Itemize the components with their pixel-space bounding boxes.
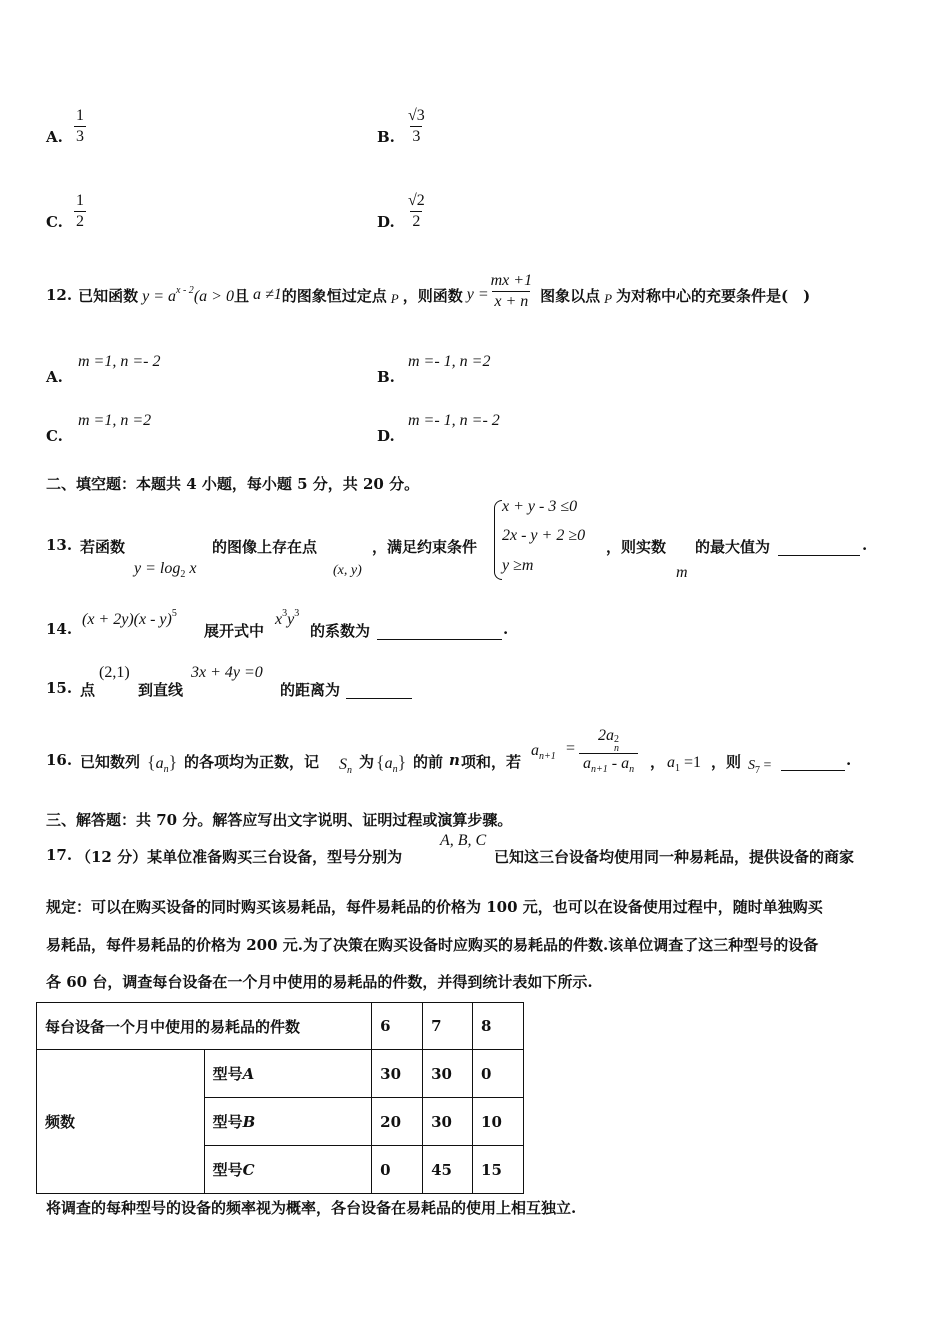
den-sub-2: n bbox=[629, 764, 635, 775]
q16-number: 16. bbox=[46, 751, 73, 769]
q15-text-2: 到直线 bbox=[138, 681, 184, 699]
q17-number: 17. bbox=[46, 846, 73, 864]
table-cell: 30 bbox=[372, 1050, 423, 1098]
prefix: 型号 bbox=[212, 1065, 243, 1083]
table-cell: 10 bbox=[473, 1098, 524, 1146]
q13-text-2: 的图像上存在点 bbox=[212, 538, 318, 556]
q12-text-6: 为对称中心的充要条件是( ) bbox=[616, 286, 811, 305]
table-header-row bbox=[37, 1003, 524, 1050]
q13-constraint-3: y ≥m bbox=[502, 557, 534, 574]
table-cell: 15 bbox=[473, 1146, 524, 1194]
q16-sequence-set: $\{a_n\}$ bbox=[147, 752, 178, 775]
q14-text-1: 展开式中 bbox=[204, 622, 265, 640]
q13-function bbox=[134, 560, 196, 580]
q12-text-5: 图象以点 bbox=[540, 286, 601, 305]
denominator: 3 bbox=[76, 128, 84, 145]
numerator: 1 bbox=[76, 192, 84, 209]
table-row-label-c bbox=[204, 1146, 372, 1194]
numerator: mx +1 bbox=[490, 271, 533, 289]
table-cell: 0 bbox=[372, 1146, 423, 1194]
exp-y: 3 bbox=[294, 608, 300, 619]
q16-sequence-set-2: $\{a_n\}$ bbox=[376, 752, 407, 775]
q16-text-4: 的前 bbox=[413, 753, 444, 771]
q16-text-1: 已知数列 bbox=[80, 753, 141, 771]
q17-models: A, B, C bbox=[440, 832, 487, 849]
table-col-6: 6 bbox=[372, 1003, 423, 1050]
denominator: 2 bbox=[76, 213, 84, 230]
func-exponent: x - 2 bbox=[176, 284, 194, 296]
table-cell: 20 bbox=[372, 1098, 423, 1146]
num-sup: 2 bbox=[614, 734, 620, 745]
a: a bbox=[155, 755, 164, 772]
q16-answer-blank[interactable] bbox=[781, 753, 845, 772]
sub: n+1 bbox=[539, 751, 556, 762]
numerator: 1 bbox=[76, 107, 84, 124]
q12-option-a-label: A. bbox=[46, 368, 63, 386]
q15-text-3: 的距离为 bbox=[280, 681, 341, 699]
q17-text-1: （12 分）某单位准备购买三台设备，型号分别为 bbox=[76, 848, 403, 866]
numerator bbox=[596, 726, 621, 753]
q14-expression bbox=[82, 608, 177, 629]
q16-initial-term bbox=[667, 754, 701, 774]
q11-option-b-fraction bbox=[406, 106, 427, 147]
q13-text-1: 若函数 bbox=[80, 538, 126, 556]
exp-x: 3 bbox=[282, 608, 288, 619]
func-condition: (a > 0 bbox=[193, 287, 234, 305]
q11-option-c-label: C. bbox=[46, 213, 63, 231]
q15-number: 15. bbox=[46, 679, 73, 697]
q12-option-c-label: C. bbox=[46, 427, 63, 445]
eq: = bbox=[763, 758, 772, 773]
q15-point: (2,1) bbox=[99, 664, 130, 681]
q16-equals: = bbox=[566, 740, 576, 757]
table-header-label: 每台设备一个月中使用的易耗品的件数 bbox=[37, 1003, 372, 1050]
numerator: √3 bbox=[408, 107, 425, 124]
table-row-label-a bbox=[204, 1050, 372, 1098]
q16-recurrence-lhs bbox=[531, 742, 556, 762]
q12-stem bbox=[46, 270, 810, 320]
q12-option-d-label: D. bbox=[377, 427, 395, 445]
term-y: y bbox=[287, 611, 295, 628]
q17-line-3: 易耗品，每件易耗品的价格为 200 元.为了决策在购买设备时应购买的易耗品的件数.该单位调查了这三种型号的设备 bbox=[46, 936, 819, 954]
q12-condition-2: a ≠1 bbox=[252, 286, 282, 303]
q15-answer-blank[interactable] bbox=[346, 681, 412, 700]
q13-text-5: 的最大值为 bbox=[695, 538, 771, 556]
q16-text-2: 的各项均为正数，记 bbox=[184, 753, 320, 771]
q11-option-a-fraction bbox=[74, 106, 86, 147]
table-row-label-b bbox=[204, 1098, 372, 1146]
sub: 7 bbox=[755, 765, 760, 776]
table-group-label: 频数 bbox=[37, 1050, 205, 1194]
S: S bbox=[339, 756, 347, 773]
q13-var-m: m bbox=[676, 564, 688, 581]
section-3-heading: 三、解答题：共 70 分。解答应写出文字说明、证明过程或演算步骤。 bbox=[46, 811, 513, 829]
q17-text-2: 已知这三台设备均使用同一种易耗品，提供设备的商家 bbox=[494, 848, 855, 866]
q13-point: (x, y) bbox=[333, 563, 362, 578]
sub: n bbox=[392, 764, 398, 775]
func: y = log bbox=[134, 560, 181, 577]
table-cell: 0 bbox=[473, 1050, 524, 1098]
sub: n bbox=[347, 765, 352, 776]
a: a bbox=[531, 742, 539, 759]
q12-text-3: 的图象恒过定点 bbox=[281, 286, 387, 305]
q12-option-d-text: m =- 1, n =- 2 bbox=[408, 412, 500, 429]
q14-answer-blank[interactable] bbox=[377, 622, 502, 641]
model: A bbox=[242, 1065, 255, 1083]
model: B bbox=[242, 1113, 256, 1131]
q12-option-c-text: m =1, n =2 bbox=[78, 412, 152, 429]
table-col-8: 8 bbox=[473, 1003, 524, 1050]
table-cell: 30 bbox=[423, 1098, 473, 1146]
q13-constraint-1: x + y - 3 ≤0 bbox=[502, 498, 578, 515]
q11-option-d-fraction bbox=[406, 191, 427, 232]
q16-text-3: 为 bbox=[359, 753, 375, 771]
func-var: x bbox=[189, 560, 197, 577]
q14-text-2: 的系数为 bbox=[310, 622, 371, 640]
q12-option-b-text: m =- 1, n =2 bbox=[408, 353, 491, 370]
q16-sn bbox=[339, 756, 352, 776]
q14-end: . bbox=[503, 620, 509, 638]
q13-end: . bbox=[862, 536, 868, 554]
q12-text-2: 且 bbox=[233, 286, 249, 305]
q17-after-table: 将调查的每种型号的设备的频率视为概率，各台设备在易耗品的使用上相互独立. bbox=[46, 1199, 577, 1217]
model: C bbox=[242, 1161, 255, 1179]
q12-function-1 bbox=[142, 285, 234, 306]
q15-line-equation: 3x + 4y =0 bbox=[191, 664, 263, 681]
q17-line-4: 各 60 台，调查每台设备在一个月中使用的易耗品的件数，并得到统计表如下所示. bbox=[46, 973, 593, 991]
table-col-7: 7 bbox=[423, 1003, 473, 1050]
q12-text-4: ，则函数 bbox=[402, 286, 463, 305]
S: S bbox=[748, 758, 755, 773]
q12-point-p: P bbox=[390, 291, 399, 306]
section-2-heading: 二、填空题：本题共 4 小题，每小题 5 分，共 20 分。 bbox=[46, 475, 420, 493]
q12-option-a-text: m =1, n =- 2 bbox=[78, 353, 161, 370]
q13-number: 13. bbox=[46, 536, 73, 554]
func-base: y = a bbox=[142, 287, 177, 305]
den-sub-1: n+1 bbox=[591, 764, 608, 775]
q12-text-1: 已知函数 bbox=[78, 286, 139, 305]
q16-text-5: 项和，若 bbox=[461, 753, 522, 771]
table-cell: 30 bbox=[423, 1050, 473, 1098]
q14-number: 14. bbox=[46, 620, 73, 638]
num-base: 2a bbox=[598, 727, 615, 744]
q13-constraint-2: 2x - y + 2 ≥0 bbox=[502, 527, 586, 544]
den-mid: - a bbox=[607, 755, 630, 772]
a: a bbox=[667, 754, 675, 771]
log-base: 2 bbox=[180, 569, 186, 580]
denominator: 2 bbox=[412, 213, 421, 230]
q16-text-6: ，则 bbox=[711, 753, 742, 771]
denominator: 3 bbox=[412, 128, 421, 145]
exponent: 5 bbox=[171, 608, 177, 619]
denominator: x + n bbox=[494, 292, 529, 310]
q12-point-p-2: P bbox=[604, 291, 613, 306]
sub: n bbox=[163, 764, 169, 775]
q12-option-b-label: B. bbox=[377, 368, 395, 386]
denominator bbox=[579, 753, 638, 780]
q17-line-2: 规定：可以在购买设备的同时购买该易耗品，每件易耗品的价格为 100 元，也可以在设备使用过程中，随时单独购买 bbox=[46, 898, 823, 916]
q11-option-b-label: B. bbox=[377, 128, 395, 146]
q11-option-d-label: D. bbox=[377, 213, 395, 231]
q12-function-2-lhs: y = bbox=[466, 286, 489, 303]
num-sub: n bbox=[614, 743, 620, 754]
table-cell: 45 bbox=[423, 1146, 473, 1194]
q12-function-2-fraction bbox=[489, 271, 534, 312]
a: a bbox=[384, 755, 393, 772]
term-x: x bbox=[275, 611, 283, 628]
q16-n: n bbox=[449, 751, 460, 769]
q15-text-1: 点 bbox=[80, 681, 96, 699]
q16-s7 bbox=[748, 758, 771, 776]
table-row bbox=[37, 1050, 524, 1098]
q11-option-a-label: A. bbox=[46, 128, 63, 146]
prefix: 型号 bbox=[212, 1161, 243, 1179]
numerator: √2 bbox=[408, 192, 425, 209]
q13-text-4: ，则实数 bbox=[606, 538, 667, 556]
q16-comma: ， bbox=[650, 753, 666, 771]
sub: 1 bbox=[675, 763, 680, 774]
prefix: 型号 bbox=[212, 1113, 243, 1131]
den-a: a bbox=[583, 755, 591, 772]
q14-term bbox=[275, 608, 299, 629]
q12-number: 12. bbox=[46, 286, 73, 304]
q13-answer-blank[interactable] bbox=[778, 538, 860, 557]
expr: (x + 2y)(x - y) bbox=[82, 611, 172, 628]
q16-end: . bbox=[846, 751, 852, 769]
q17-statistics-table bbox=[36, 1002, 524, 1194]
q13-text-3: ，满足约束条件 bbox=[372, 538, 478, 556]
q13-constraint-brace bbox=[494, 500, 502, 580]
value: =1 bbox=[684, 754, 702, 771]
q16-recurrence-fraction bbox=[579, 726, 638, 780]
q11-option-c-fraction bbox=[74, 191, 86, 232]
